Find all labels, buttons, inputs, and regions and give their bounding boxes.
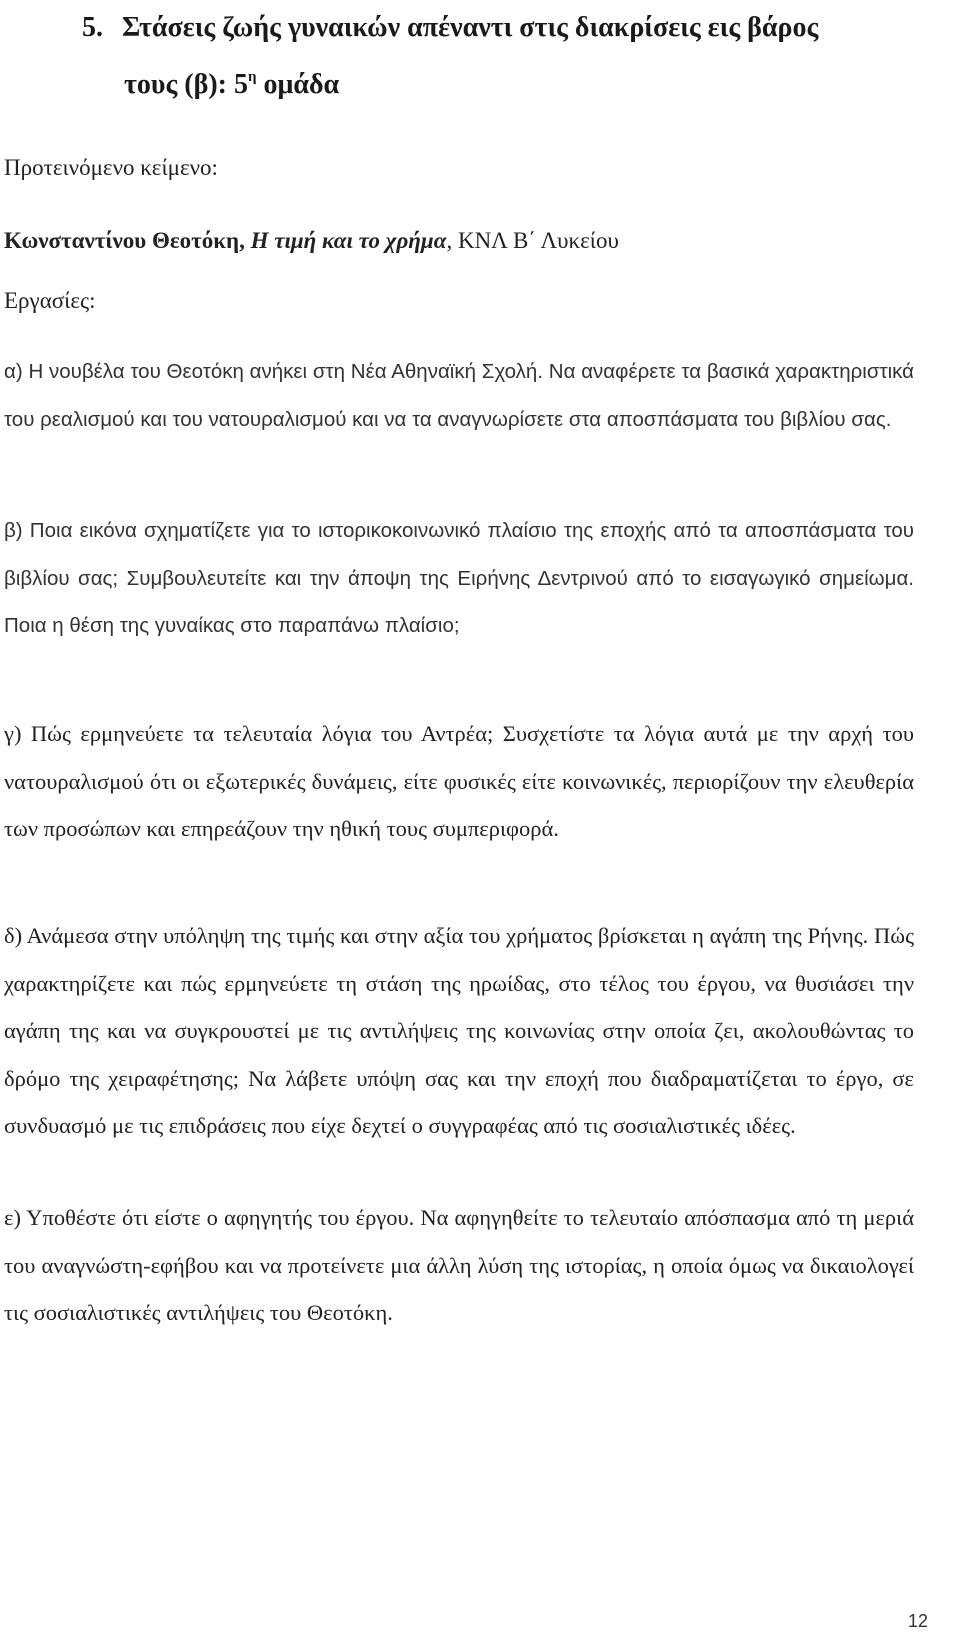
source-author: Κωνσταντίνου Θεοτόκη, bbox=[4, 228, 245, 253]
section-number: 5. bbox=[82, 12, 103, 43]
tasks-label: Εργασίες: bbox=[4, 288, 96, 313]
section-title-suffix: ομάδα bbox=[256, 69, 340, 100]
task-a: α) Η νουβέλα του Θεοτόκη ανήκει στη Νέα Αθηναϊκή Σχολή. Να αναφέρετε τα βασικά χαρακτηριστικά του ρεαλισμού και του νατουραλισμού και να τα αναγνωρίσετε στα αποσπάσματα του βιβλίου σας. bbox=[4, 360, 914, 431]
section-title-line2 bbox=[0, 57, 940, 112]
ordinal-superscript: η bbox=[247, 69, 257, 85]
section-title-prefix: τους (β): 5 bbox=[124, 69, 248, 100]
section-title-line1: Στάσεις ζωής γυναικών απέναντι στις διακρίσεις εις βάρος bbox=[122, 12, 819, 43]
source-work-title: Η τιμή και το χρήμα bbox=[250, 228, 447, 253]
page-number: 12 bbox=[907, 1611, 928, 1631]
task-e: ε) Υποθέστε ότι είστε ο αφηγητής του έργου. Να αφηγηθείτε το τελευταίο απόσπασμα από τη μεριά του αναγνώστη-εφήβου και να προτείνετε μια άλλη λύση της ιστορίας, η οποία όμως να δικαιολογεί τις σοσιαλιστικές αντιλήψεις του Θεοτόκη. bbox=[4, 1205, 914, 1325]
proposed-text-label: Προτεινόμενο κείμενο: bbox=[4, 155, 218, 180]
task-b: β) Ποια εικόνα σχηματίζετε για το ιστορικοκοινωνικό πλαίσιο της εποχής από τα αποσπάσματα του βιβλίου σας; Συμβουλευτείτε και την άποψη της Ειρήνης Δεντρινού από το εισαγωγικό σημείωμα. Ποια η θέση της γυναίκας στο παραπάνω πλαίσιο; bbox=[4, 519, 914, 637]
source-rest: , ΚΝΛ Β΄ Λυκείου bbox=[446, 228, 619, 253]
source-citation bbox=[4, 228, 619, 254]
section-heading bbox=[0, 0, 940, 112]
task-c: γ) Πώς ερμηνεύετε τα τελευταία λόγια του Αντρέα; Συσχετίστε τα λόγια αυτά με την αρχή του νατουραλισμού ότι οι εξωτερικές δυνάμεις, είτε φυσικές είτε κοινωνικές, περιορίζουν την ελευθερία των προσώπων και επηρεάζουν την ηθική τους συμπεριφορά. bbox=[4, 721, 914, 841]
task-d: δ) Ανάμεσα στην υπόληψη της τιμής και στην αξία του χρήματος βρίσκεται η αγάπη της Ρήνης. Πώς χαρακτηρίζετε και πώς ερμηνεύετε τη στάση της ηρωίδας, στο τέλος του έργου, να θυσιάσει την αγάπη της και να συγκρουστεί με τις αντιλήψεις της κοινωνίας στην οποία ζει, ακολουθώντας το δρόμο της χειραφέτησης; Να λάβετε υπόψη σας και την εποχή που διαδραματίζεται το έργο, σε συνδυασμό με τις επιδράσεις που είχε δεχτεί ο συγγραφέας από τις σοσιαλιστικές ιδέες. bbox=[4, 923, 914, 1138]
